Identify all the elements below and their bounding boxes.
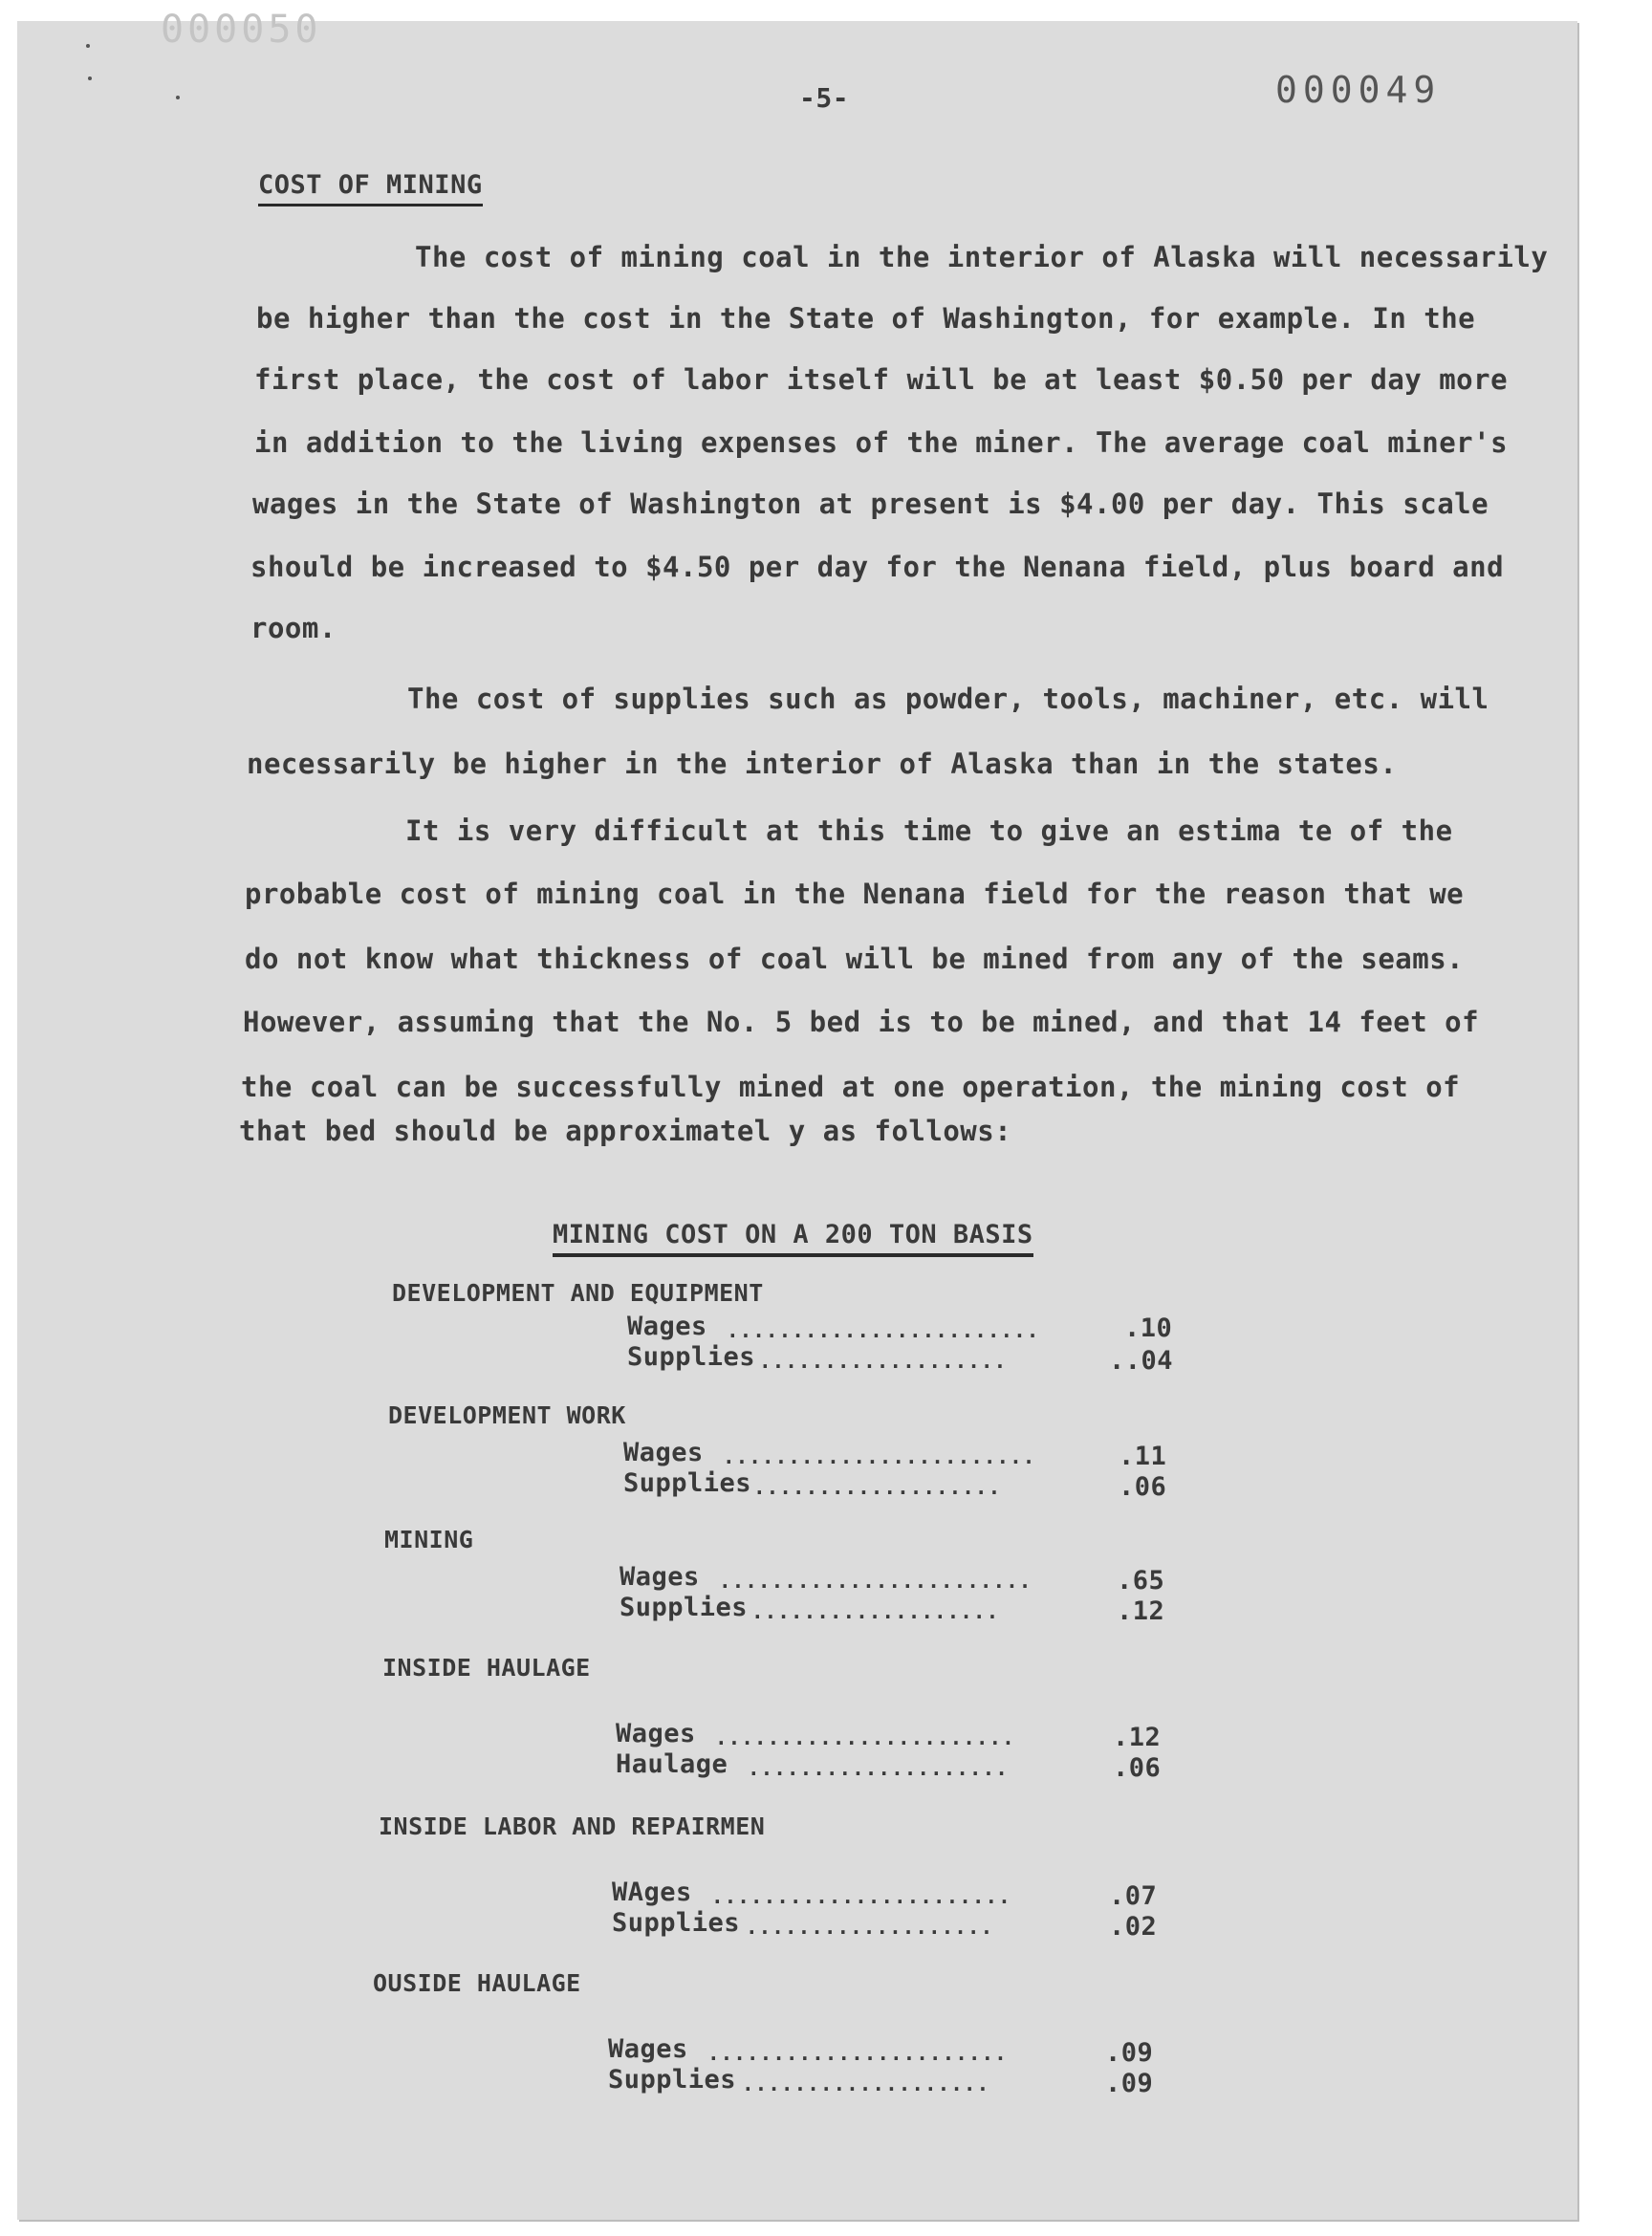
- cost-item-label: Wages: [627, 1312, 707, 1341]
- cost-item-value: .07: [1109, 1881, 1158, 1911]
- dot-leader: ........................: [723, 1445, 1036, 1468]
- paragraph-line: room.: [250, 612, 337, 644]
- cost-item-value: ..04: [1109, 1346, 1174, 1376]
- margin-speck: [88, 76, 92, 80]
- cost-item-label: Supplies: [627, 1342, 756, 1372]
- margin-speck: [86, 44, 90, 48]
- cost-item-label: Supplies: [612, 1908, 741, 1938]
- cost-section-heading: MINING: [384, 1526, 474, 1553]
- cost-item-label: Wages: [608, 2034, 688, 2064]
- paragraph-line: be higher than the cost in the State of Washington, for example. In the: [256, 302, 1476, 335]
- cost-item-value: .10: [1124, 1313, 1173, 1343]
- dot-leader: ...................: [753, 1476, 1002, 1499]
- cost-item-value: .12: [1117, 1596, 1165, 1626]
- cost-table-title: MINING COST ON A 200 TON BASIS: [553, 1220, 1033, 1257]
- cost-item-value: .12: [1113, 1723, 1162, 1752]
- section-heading: COST OF MINING: [258, 170, 483, 206]
- cost-item-label: Wages: [623, 1438, 704, 1467]
- dot-leader: ...................: [742, 2073, 990, 2095]
- dot-leader: .......................: [707, 2042, 1008, 2065]
- dot-leader: ...................: [759, 1350, 1008, 1373]
- paragraph-line: should be increased to $4.50 per day for the Nenana field, plus board and: [250, 551, 1505, 583]
- cost-item-label: Supplies: [620, 1593, 749, 1622]
- paragraph-line: probable cost of mining coal in the Nenana field for the reason that we: [245, 878, 1465, 910]
- cost-item-value: .09: [1105, 2069, 1154, 2098]
- cost-section-heading: DEVELOPMENT WORK: [388, 1401, 626, 1429]
- dot-leader: ........................: [727, 1319, 1040, 1342]
- cost-section-heading: DEVELOPMENT AND EQUIPMENT: [392, 1279, 764, 1307]
- margin-speck: [176, 96, 180, 99]
- cost-section-heading: INSIDE LABOR AND REPAIRMEN: [379, 1813, 766, 1840]
- cost-item-value: .02: [1109, 1912, 1158, 1942]
- cost-item-label: Wages: [620, 1562, 700, 1592]
- paragraph-line: that bed should be approximatel y as follows:: [239, 1115, 1012, 1147]
- cost-item-label: Supplies: [623, 1468, 752, 1498]
- paragraph-line: do not know what thickness of coal will be mined from any of the seams.: [245, 943, 1465, 975]
- cost-item-label: WAges: [612, 1878, 692, 1907]
- cost-item-label: Haulage: [616, 1749, 728, 1779]
- paragraph-line: in addition to the living expenses of the miner. The average coal miner's: [254, 426, 1509, 459]
- faint-document-number-stamp: 000050: [161, 8, 322, 52]
- cost-item-value: .06: [1119, 1472, 1167, 1502]
- paragraph-line: the coal can be successfully mined at one operation, the mining cost of: [241, 1071, 1461, 1103]
- page-number: -5-: [799, 82, 850, 114]
- cost-section-heading: INSIDE HAULAGE: [382, 1654, 591, 1682]
- dot-leader: ...................: [746, 1916, 994, 1939]
- dot-leader: .......................: [711, 1885, 1011, 1908]
- dot-leader: .......................: [715, 1726, 1015, 1749]
- paragraph-line: The cost of supplies such as powder, tools, machiner, etc. will: [407, 683, 1489, 715]
- paragraph-line: The cost of mining coal in the interior of Alaska will necessarily: [415, 241, 1549, 273]
- cost-item-value: .65: [1117, 1566, 1165, 1596]
- cost-section-heading: OUSIDE HAULAGE: [373, 1969, 581, 1997]
- dot-leader: ....................: [748, 1757, 1009, 1780]
- dot-leader: ........................: [719, 1570, 1032, 1593]
- paragraph-line: wages in the State of Washington at present is $4.00 per day. This scale: [252, 488, 1489, 520]
- paragraph-line: first place, the cost of labor itself will be at least $0.50 per day more: [254, 363, 1509, 396]
- cost-item-label: Supplies: [608, 2065, 737, 2095]
- paragraph-line: However, assuming that the No. 5 bed is to be mined, and that 14 feet of: [243, 1006, 1480, 1038]
- cost-item-value: .11: [1119, 1442, 1167, 1471]
- paragraph-line: It is very difficult at this time to give an estima te of the: [405, 814, 1453, 847]
- cost-item-label: Wages: [616, 1719, 696, 1748]
- cost-item-value: .06: [1113, 1753, 1162, 1783]
- cost-item-value: .09: [1105, 2038, 1154, 2068]
- dot-leader: ...................: [751, 1600, 1000, 1623]
- document-number-stamp: 000049: [1275, 69, 1442, 111]
- paragraph-line: necessarily be higher in the interior of Alaska than in the states.: [247, 748, 1398, 780]
